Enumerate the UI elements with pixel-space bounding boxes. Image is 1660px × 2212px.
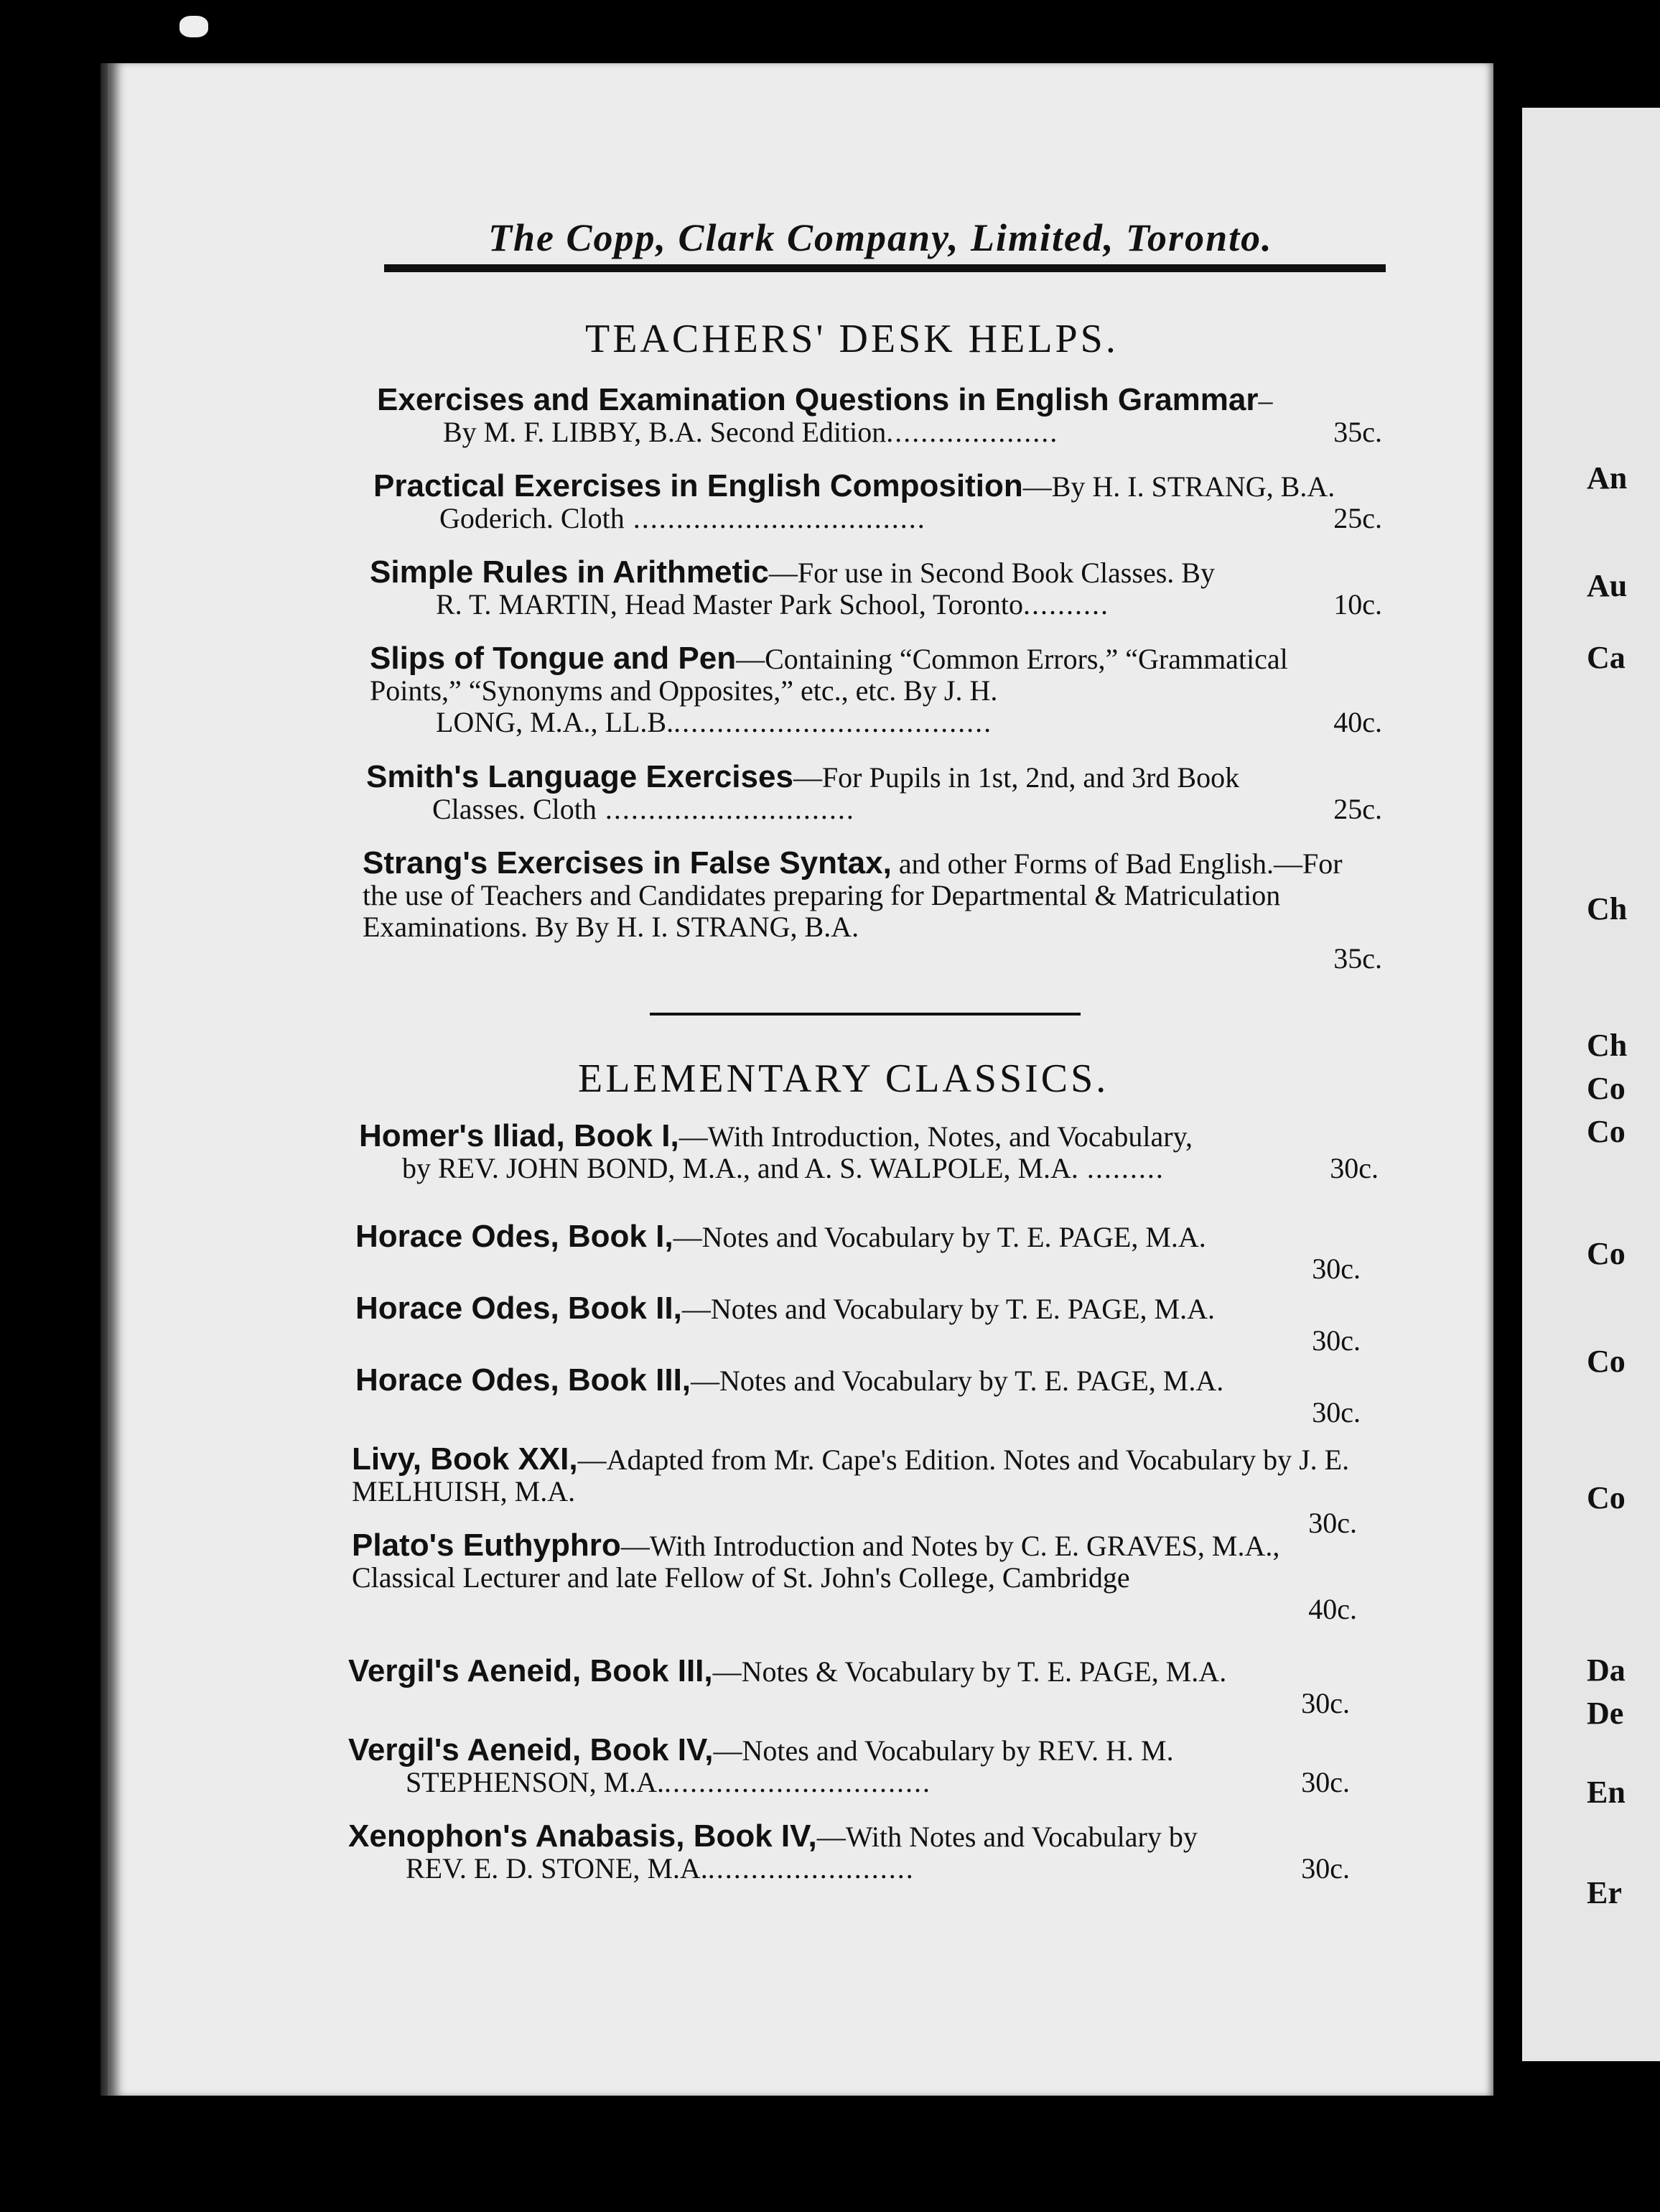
entry-title: Exercises and Examination Questions in English Grammar [377,382,1259,417]
entry-description: – [1258,384,1273,417]
entry-description-2: STEPHENSON, M.A. [406,1766,665,1798]
entry-description: —By H. I. STRANG, B.A. [1022,470,1335,503]
entry-title: Livy, Book XXI, [352,1441,578,1477]
entry-description-2: by REV. JOHN BOND, M.A., and A. S. WALPOLE, M.A. [402,1152,1078,1184]
entry-price: 25c. [1333,793,1382,825]
entry-price: 10c. [1333,588,1382,621]
list-item: Xenophon's Anabasis, Book IV,—With Notes and Vocabulary by REV. E. D. STONE, M.A......................... 30c. [348,1818,1350,1885]
entry-description: —With Notes and Vocabulary by [816,1821,1198,1853]
entry-price: 30c. [1312,1324,1361,1357]
entry-title: Vergil's Aeneid, Book III, [348,1653,713,1688]
list-item: Smith's Language Exercises—For Pupils in 1st, 2nd, and 3rd Book Classes. Cloth ............................. 25c. [366,759,1382,825]
next-page-fragment: Co [1587,1344,1626,1379]
entry-price: 30c. [1312,1253,1361,1285]
entry-description: —For Pupils in 1st, 2nd, and 3rd Book [793,761,1240,794]
entry-title: Horace Odes, Book II, [355,1291,682,1326]
next-page-fragment: Da [1587,1653,1626,1688]
entry-title: Horace Odes, Book I, [355,1219,673,1254]
publisher-header: The Copp, Clark Company, Limited, Toronto. [488,216,1273,259]
entry-title: Slips of Tongue and Pen [370,641,737,676]
next-page-fragment: Co [1587,1236,1626,1271]
list-item: Vergil's Aeneid, Book IV,—Notes and Vocabulary by REV. H. M. STEPHENSON, M.A................................ 30c. [348,1732,1350,1798]
adjacent-page [1522,108,1660,2061]
entry-price: 30c. [1308,1507,1357,1539]
entry-title: Plato's Euthyphro [352,1528,621,1563]
section-title-teachers: TEACHERS' DESK HELPS. [585,317,1119,361]
entry-price: 35c. [1333,416,1382,448]
next-page-fragment: Er [1587,1875,1622,1910]
entry-description: —With Introduction and Notes by C. E. GRAVES, M.A., Classical Lecturer and late Fellow of St. John's College, Cambridge [352,1530,1280,1594]
entry-title: Xenophon's Anabasis, Book IV, [348,1818,817,1854]
entry-title: Strang's Exercises in False Syntax, [363,845,892,880]
list-item [355,1293,1361,1357]
paper-mark [179,16,208,37]
list-item [348,1655,1350,1719]
next-page-fragment: Au [1587,568,1628,603]
next-page-fragment: Co [1587,1114,1626,1149]
next-page-fragment: Ca [1587,640,1626,675]
entry-price: 25c. [1333,502,1382,534]
entry-description: and other Forms of Bad English.—For the use of Teachers and Candidates preparing for Departmental & Matriculation Examinations. By By H. I. STRANG, B.A. [363,847,1343,943]
entry-description: —With Introduction, Notes, and Vocabulary, [679,1120,1193,1153]
next-page-fragment: Co [1587,1480,1626,1515]
entry-price: 30c. [1301,1852,1350,1885]
next-page-fragment: En [1587,1775,1626,1810]
entry-description: —Containing “Common Errors,” “Grammatical Points,” “Synonyms and Opposites,” etc., etc. By J. H. [370,643,1288,707]
entry-title: Horace Odes, Book III, [355,1362,691,1398]
entry-description-2: LONG, M.A., LL.B. [436,706,674,738]
entry-price: 30c. [1330,1152,1379,1184]
list-item: Homer's Iliad, Book I,—With Introduction, Notes, and Vocabulary, by REV. JOHN BOND, M.A., and A. S. WALPOLE, M.A. ......... 30c. [359,1118,1379,1184]
entry-title: Homer's Iliad, Book I, [359,1118,679,1153]
entry-description: —Notes & Vocabulary by T. E. PAGE, M.A. [712,1655,1227,1688]
header-rule [384,264,1386,272]
entry-title: Vergil's Aeneid, Book IV, [348,1732,714,1767]
next-page-fragment: Ch [1587,1028,1628,1063]
entry-price: 30c. [1301,1766,1350,1798]
entry-description-2: REV. E. D. STONE, M.A. [406,1852,708,1885]
list-item [355,1221,1361,1285]
entry-description: —Notes and Vocabulary by T. E. PAGE, M.A. [681,1293,1215,1325]
entry-price: 30c. [1301,1687,1350,1719]
list-item: Simple Rules in Arithmetic—For use in Second Book Classes. By R. T. MARTIN, Head Master Park School, Toronto.......... 10c. [370,554,1382,621]
entry-title: Smith's Language Exercises [366,759,793,794]
list-item [352,1530,1357,1625]
entry-price: 40c. [1333,706,1382,738]
entry-description: —For use in Second Book Classes. By [768,557,1215,589]
entry-price: 40c. [1308,1593,1357,1625]
entry-description-2: Goderich. Cloth [439,502,625,534]
section-divider [650,1013,1081,1016]
entry-description: —Notes and Vocabulary by REV. H. M. [713,1734,1174,1767]
next-page-fragment: De [1587,1696,1624,1731]
entry-price: 30c. [1312,1396,1361,1428]
entry-title: Simple Rules in Arithmetic [370,554,769,590]
entry-description: —Notes and Vocabulary by T. E. PAGE, M.A. [673,1221,1206,1253]
entry-description-2: R. T. MARTIN, Head Master Park School, Toronto [436,588,1024,621]
entry-description: —Notes and Vocabulary by T. E. PAGE, M.A. [691,1365,1224,1397]
list-item [355,1362,1361,1428]
entry-description: —Adapted from Mr. Cape's Edition. Notes and Vocabulary by J. E. MELHUISH, M.A. [352,1444,1350,1507]
entry-description-2: By M. F. LIBBY, B.A. Second Edition [443,416,887,448]
list-item: Practical Exercises in English Composition—By H. I. STRANG, B.A. Goderich. Cloth .................................. 25c. [373,468,1382,534]
entry-description-2: Classes. Cloth [432,793,597,825]
list-item [363,847,1382,975]
section-title-classics: ELEMENTARY CLASSICS. [578,1056,1109,1101]
list-item [352,1441,1357,1539]
next-page-fragment: Ch [1587,891,1628,926]
entry-title: Practical Exercises in English Composition [373,468,1023,503]
next-page-fragment: Co [1587,1071,1626,1106]
list-item: Exercises and Examination Questions in English Grammar– By M. F. LIBBY, B.A. Second Edition.................... 35c. [377,382,1382,448]
next-page-fragment: An [1587,460,1628,496]
list-item: Slips of Tongue and Pen—Containing “Common Errors,” “Grammatical Points,” “Synonyms and Opposites,” etc., etc. By J. H. LONG, M.A., LL.B...................................... 40c. [370,641,1382,738]
entry-price: 35c. [1333,942,1382,975]
